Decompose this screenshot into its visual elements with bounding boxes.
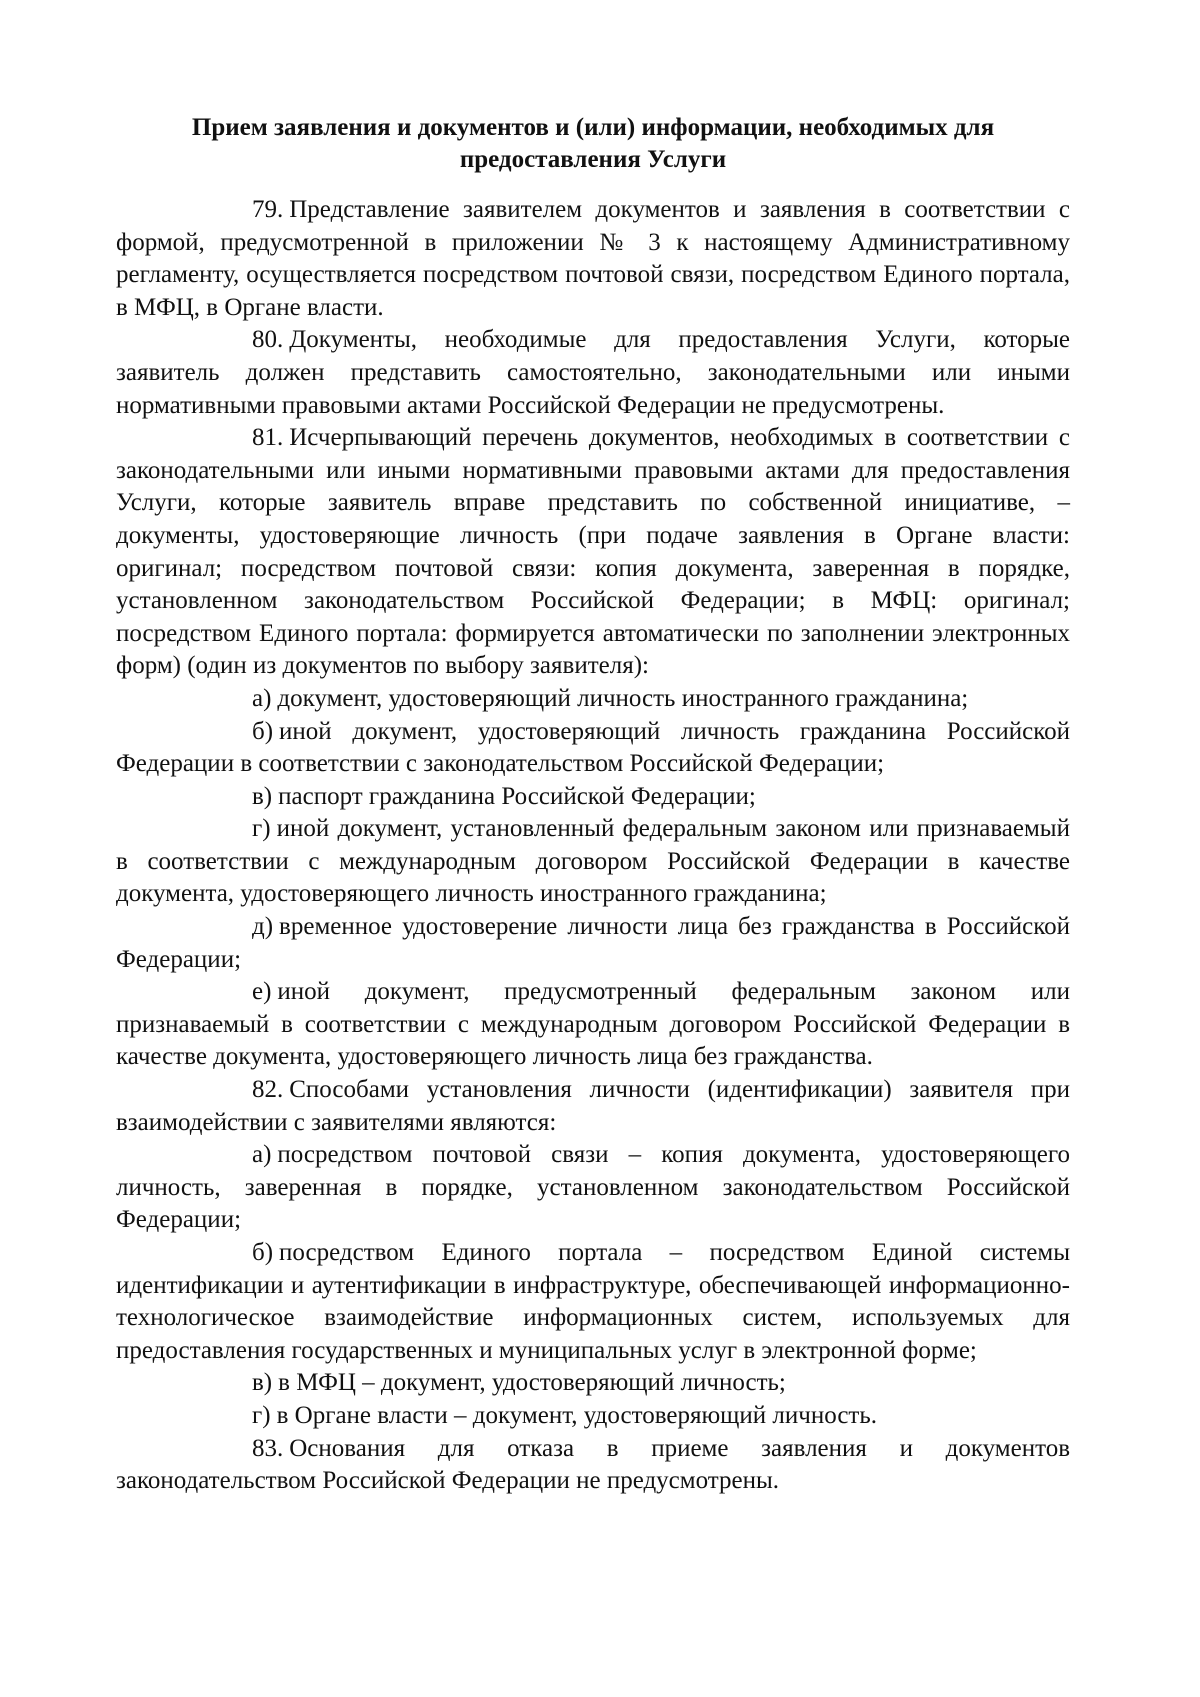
section-title-line-2: предоставления Услуги bbox=[459, 146, 727, 173]
paragraph-79 bbox=[116, 194, 1070, 324]
list-item-text: иной документ, предусмотренный федеральным законом или признаваемый в соответствии с международным договором Российской Федерации в качестве документа, удостоверяющего личность лица без гражданства. bbox=[116, 978, 1070, 1071]
paragraph-text: Документы, необходимые для предоставления Услуги, которые заявитель должен представить самостоятельно, законодательными или иными нормативными правовыми актами Российской Федерации не предусмотрены. bbox=[116, 326, 1070, 419]
list-item-letter: а) bbox=[252, 684, 272, 712]
list-item-letter: а) bbox=[252, 1141, 272, 1169]
list-item-text: иной документ, установленный федеральным законом или признаваемый в соответствии с международным договором Российской Федерации в качестве документа, удостоверяющего личность иностранного гражданина; bbox=[116, 815, 1070, 908]
list-item-letter: г) bbox=[252, 815, 271, 843]
paragraph-82 bbox=[116, 1074, 1070, 1139]
paragraph-number: 81. bbox=[252, 424, 284, 452]
paragraph-83 bbox=[116, 1433, 1070, 1498]
list-item-text: иной документ, удостоверяющий личность гражданина Российской Федерации в соответствии с законодательством Российской Федерации; bbox=[116, 717, 1070, 778]
list-item-letter: в) bbox=[252, 1369, 273, 1397]
list-item-letter: г) bbox=[252, 1401, 271, 1429]
paragraph-80 bbox=[116, 324, 1070, 422]
list-item-letter: б) bbox=[252, 717, 274, 745]
list-item-text: в МФЦ – документ, удостоверяющий личность; bbox=[278, 1369, 786, 1397]
paragraph-number: 79. bbox=[252, 196, 284, 223]
list-item-82-v bbox=[116, 1367, 1070, 1400]
list-item-81-e bbox=[116, 976, 1070, 1074]
list-item-text: посредством Единого портала – посредством Единой системы идентификации и аутентификации в инфраструктуре, обеспечивающей информационно-технологическое взаимодействие информационных систем, используемых для предоставления государственных и муниципальных услуг в электронной форме; bbox=[116, 1239, 1070, 1364]
paragraph-number: 80. bbox=[252, 326, 284, 354]
section-title-line-1: Прием заявления и документов и (или) информации, необходимых для bbox=[191, 114, 995, 141]
section-title bbox=[116, 112, 1070, 176]
list-item-letter: е) bbox=[252, 978, 272, 1006]
list-item-letter: в) bbox=[252, 782, 273, 810]
list-item-81-v bbox=[116, 781, 1070, 814]
paragraph-81 bbox=[116, 422, 1070, 683]
paragraph-number: 83. bbox=[252, 1434, 284, 1462]
list-item-82-b bbox=[116, 1237, 1070, 1367]
list-item-text: посредством почтовой связи – копия документа, удостоверяющего личность, заверенная в порядке, установленном законодательством Российской Федерации; bbox=[116, 1141, 1070, 1234]
paragraph-text: Представление заявителем документов и заявления в соответствии с формой, предусмотренной в приложении № 3 к настоящему Административному регламенту, осуществляется посредством почтовой связи, посредством Единого портала, в МФЦ, в Органе власти. bbox=[116, 196, 1070, 321]
paragraph-text: Способами установления личности (идентификации) заявителя при взаимодействии с заявителями являются: bbox=[116, 1076, 1070, 1136]
list-item-81-b bbox=[116, 716, 1070, 781]
list-item-text: документ, удостоверяющий личность иностранного гражданина; bbox=[277, 684, 969, 712]
list-item-81-d bbox=[116, 911, 1070, 976]
list-item-text: паспорт гражданина Российской Федерации; bbox=[278, 782, 756, 810]
list-item-82-g bbox=[116, 1400, 1070, 1433]
list-item-letter: д) bbox=[252, 913, 274, 941]
list-item-81-a bbox=[116, 683, 1070, 716]
list-item-text: в Органе власти – документ, удостоверяющий личность. bbox=[276, 1401, 877, 1429]
list-item-letter: б) bbox=[252, 1239, 274, 1266]
paragraph-number: 82. bbox=[252, 1076, 284, 1104]
paragraph-text: Исчерпывающий перечень документов, необходимых в соответствии с законодательными или иными нормативными правовыми актами для предоставления Услуги, которые заявитель вправе представить по собственной инициативе, – документы, удостоверяющие личность (при подаче заявления в Органе власти: оригинал; посредством почтовой связи: копия документа, заверенная в порядке, установленном законодательством Российской Федерации; в МФЦ: оригинал; посредством Единого портала: формируется автоматически по заполнении электронных форм) (один из документов по выбору заявителя): bbox=[116, 424, 1070, 680]
list-item-81-g bbox=[116, 813, 1070, 911]
document-page bbox=[116, 112, 1070, 1498]
paragraph-text: Основания для отказа в приеме заявления и документов законодательством Российской Федерации не предусмотрены. bbox=[116, 1434, 1070, 1495]
list-item-text: временное удостоверение личности лица без гражданства в Российской Федерации; bbox=[116, 913, 1070, 973]
list-item-82-a bbox=[116, 1139, 1070, 1237]
